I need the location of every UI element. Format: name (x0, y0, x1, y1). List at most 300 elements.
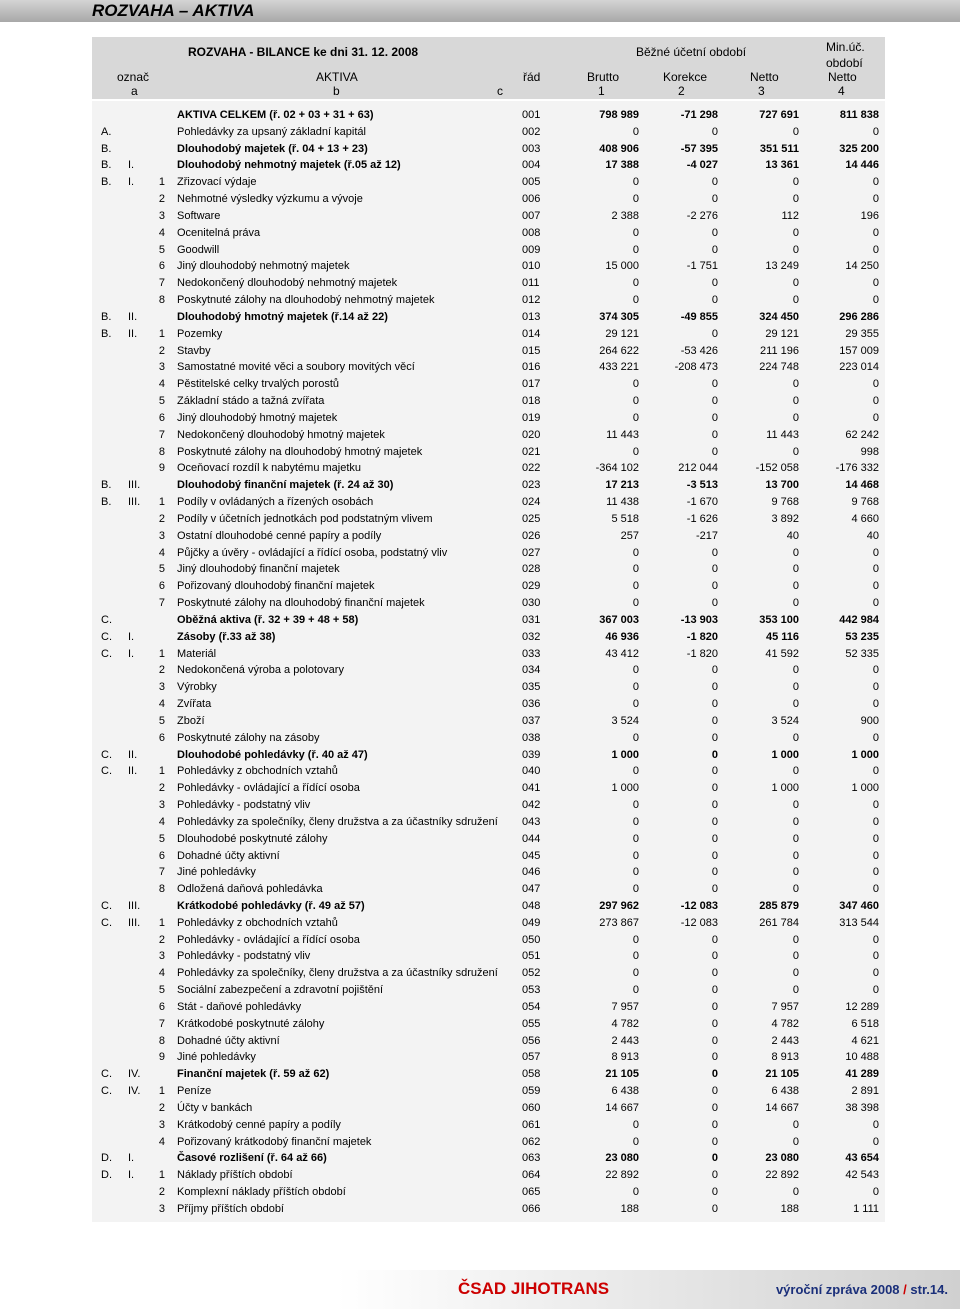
row-label: Software (177, 210, 221, 222)
row-label: Poskytnuté zálohy na zásoby (177, 732, 320, 744)
row-korekce: 0 (711, 850, 718, 862)
row-brutto: 5 518 (611, 513, 639, 525)
row-netto-prev: 0 (872, 984, 879, 996)
row-korekce: 0 (711, 227, 718, 239)
table-row (92, 225, 885, 242)
table-row (92, 747, 885, 764)
row-netto-prev: 14 446 (845, 159, 879, 171)
row-korekce: -1 626 (686, 513, 718, 525)
row-label: Jiný dlouhodobý finanční majetek (177, 563, 340, 575)
table-row (92, 107, 885, 124)
row-code: 019 (522, 412, 541, 424)
row-number: 8 (158, 446, 165, 458)
row-korekce: 0 (711, 833, 718, 845)
row-netto-prev: 9 768 (851, 496, 879, 508)
table-row (92, 1167, 885, 1184)
row-netto: 41 592 (765, 648, 799, 660)
row-brutto: 14 667 (605, 1102, 639, 1114)
table-row (92, 528, 885, 545)
row-label: Dlouhodobý finanční majetek (ř. 24 až 30) (177, 479, 394, 491)
row-netto-prev: 0 (872, 580, 879, 592)
row-group: I. (128, 176, 135, 188)
table-row (92, 713, 885, 730)
prev-period-label-2: období (826, 56, 863, 70)
row-number: 1 (158, 1169, 165, 1181)
row-number: 3 (158, 1119, 165, 1131)
table-row (92, 561, 885, 578)
row-korekce: -217 (695, 530, 718, 542)
row-mark: C. (101, 1085, 112, 1097)
row-korekce: -12 083 (680, 917, 718, 929)
table-row (92, 1201, 885, 1218)
row-brutto: 0 (632, 244, 639, 256)
table-row (92, 831, 885, 848)
row-number: 7 (158, 277, 165, 289)
row-mark: C. (101, 765, 112, 777)
row-number: 4 (158, 1136, 165, 1148)
row-korekce: 0 (711, 1203, 718, 1215)
row-number: 6 (158, 580, 165, 592)
row-mark: C. (101, 614, 112, 626)
row-netto: 0 (792, 193, 799, 205)
row-label: Zboží (177, 715, 205, 727)
table-row (92, 460, 885, 477)
row-netto-prev: 196 (860, 210, 879, 222)
row-number: 1 (158, 176, 165, 188)
row-code: 039 (522, 749, 541, 761)
row-netto-prev: 0 (872, 126, 879, 138)
row-korekce: 0 (711, 1102, 718, 1114)
table-row (92, 292, 885, 309)
row-code: 047 (522, 883, 541, 895)
row-netto: 1 000 (771, 749, 799, 761)
row-netto: 0 (792, 412, 799, 424)
row-netto-prev: 52 335 (845, 648, 879, 660)
row-netto-prev: 900 (860, 715, 879, 727)
row-code: 011 (522, 277, 540, 289)
table-row (92, 191, 885, 208)
row-korekce: 0 (711, 597, 718, 609)
col-header-aktiva: AKTIVA (316, 70, 358, 84)
row-netto-prev: 998 (860, 446, 879, 458)
row-code: 050 (522, 934, 541, 946)
row-netto: 6 438 (771, 1085, 799, 1097)
row-number: 2 (158, 782, 165, 794)
row-netto-prev: 0 (872, 1119, 879, 1131)
row-korekce: 0 (711, 395, 718, 407)
row-korekce: 0 (711, 1035, 718, 1047)
row-code: 055 (522, 1018, 541, 1030)
table-row (92, 444, 885, 461)
row-netto-prev: 0 (872, 176, 879, 188)
row-number: 1 (158, 1085, 165, 1097)
row-brutto: 0 (632, 934, 639, 946)
row-netto: 188 (780, 1203, 799, 1215)
row-korekce: -1 670 (686, 496, 718, 508)
row-brutto: 0 (632, 866, 639, 878)
table-row (92, 864, 885, 881)
row-label: Dlouhodobý nehmotný majetek (ř.05 až 12) (177, 159, 401, 171)
row-code: 029 (522, 580, 541, 592)
table-row (92, 1184, 885, 1201)
row-korekce: 0 (711, 934, 718, 946)
row-brutto: 4 782 (611, 1018, 639, 1030)
table-row (92, 124, 885, 141)
row-netto: 0 (792, 547, 799, 559)
col-index-4: 4 (838, 84, 845, 98)
row-netto: 0 (792, 883, 799, 895)
row-brutto: 1 000 (611, 749, 639, 761)
row-number: 2 (158, 193, 165, 205)
row-netto: 8 913 (771, 1051, 799, 1063)
row-code: 035 (522, 681, 541, 693)
row-brutto: 0 (632, 446, 639, 458)
row-mark: C. (101, 917, 112, 929)
row-label: Zřizovací výdaje (177, 176, 257, 188)
row-brutto: 0 (632, 294, 639, 306)
row-label: Základní stádo a tažná zvířata (177, 395, 325, 407)
table-row (92, 679, 885, 696)
row-netto-prev: 6 518 (851, 1018, 879, 1030)
row-korekce: 0 (711, 446, 718, 458)
row-netto-prev: 0 (872, 597, 879, 609)
row-korekce: -1 820 (686, 631, 718, 643)
row-code: 028 (522, 563, 541, 575)
row-code: 061 (522, 1119, 541, 1131)
table-row (92, 780, 885, 797)
row-label: Poskytnuté zálohy na dlouhodobý hmotný majetek (177, 446, 423, 458)
table-row (92, 494, 885, 511)
row-korekce: 0 (711, 681, 718, 693)
row-code: 010 (522, 260, 541, 272)
row-netto-prev: 0 (872, 412, 879, 424)
row-korekce: 0 (711, 1018, 718, 1030)
row-netto-prev: 0 (872, 681, 879, 693)
row-netto: 0 (792, 378, 799, 390)
row-label: Poskytnuté zálohy na dlouhodobý nehmotný majetek (177, 294, 435, 306)
row-code: 036 (522, 698, 541, 710)
row-netto-prev: 0 (872, 193, 879, 205)
row-netto: 0 (792, 446, 799, 458)
row-brutto: 264 622 (599, 345, 639, 357)
table-row (92, 646, 885, 663)
row-korekce: 0 (711, 664, 718, 676)
row-korekce: 0 (711, 244, 718, 256)
row-code: 002 (522, 126, 541, 138)
row-korekce: 0 (711, 1119, 718, 1131)
row-label: Podíly v účetních jednotkách pod podstatným vlivem (177, 513, 433, 525)
row-brutto: 7 957 (611, 1001, 639, 1013)
row-code: 021 (522, 446, 541, 458)
row-brutto: 0 (632, 967, 639, 979)
row-mark: D. (101, 1152, 112, 1164)
row-korekce: 0 (711, 1068, 718, 1080)
row-netto: 21 105 (765, 1068, 799, 1080)
row-korekce: 0 (711, 816, 718, 828)
row-number: 6 (158, 260, 165, 272)
row-brutto: 257 (620, 530, 639, 542)
row-label: Pohledávky - podstatný vliv (177, 950, 311, 962)
row-netto-prev: 53 235 (845, 631, 879, 643)
row-brutto: 8 913 (611, 1051, 639, 1063)
row-netto: 0 (792, 277, 799, 289)
col-header-rad: řád (523, 70, 541, 84)
row-netto: 0 (792, 698, 799, 710)
row-brutto: 43 412 (605, 648, 639, 660)
row-korekce: -2 276 (686, 210, 718, 222)
row-korekce: 212 044 (678, 462, 718, 474)
row-code: 059 (522, 1085, 541, 1097)
row-netto: 0 (792, 984, 799, 996)
row-number: 2 (158, 1186, 165, 1198)
row-brutto: 21 105 (605, 1068, 639, 1080)
row-netto-prev: 38 398 (845, 1102, 879, 1114)
table-row (92, 595, 885, 612)
row-brutto: 1 000 (611, 782, 639, 794)
row-code: 040 (522, 765, 541, 777)
row-label: Dohadné účty aktivní (177, 1035, 280, 1047)
row-brutto: 6 438 (611, 1085, 639, 1097)
table-row (92, 174, 885, 191)
row-label: Náklady příštích období (177, 1169, 293, 1181)
row-netto-prev: 0 (872, 833, 879, 845)
row-netto: 45 116 (765, 631, 799, 643)
row-number: 3 (158, 530, 165, 542)
row-number: 2 (158, 664, 165, 676)
row-number: 7 (158, 866, 165, 878)
row-korekce: 0 (711, 749, 718, 761)
row-label: Pohledávky - podstatný vliv (177, 799, 311, 811)
col-header-oznac: označ (117, 70, 150, 84)
row-group: III. (128, 496, 141, 508)
col-header-netto-prev: Netto (828, 70, 857, 84)
row-netto-prev: 0 (872, 883, 879, 895)
row-brutto: 0 (632, 883, 639, 895)
row-korekce: 0 (711, 698, 718, 710)
row-korekce: -208 473 (674, 361, 718, 373)
row-number: 5 (158, 984, 165, 996)
row-number: 4 (158, 698, 165, 710)
footer-report-info (776, 1282, 948, 1297)
row-group: I. (128, 631, 135, 643)
row-brutto: 22 892 (605, 1169, 639, 1181)
row-brutto: 2 388 (611, 210, 639, 222)
row-number: 8 (158, 1035, 165, 1047)
row-netto-prev: 29 355 (845, 328, 879, 340)
row-netto-prev: 4 660 (851, 513, 879, 525)
table-row (92, 376, 885, 393)
row-label: Peníze (177, 1085, 212, 1097)
row-code: 032 (522, 631, 541, 643)
row-code: 033 (522, 648, 541, 660)
row-group: IV. (128, 1085, 141, 1097)
table-row (92, 1150, 885, 1167)
row-label: Stavby (177, 345, 211, 357)
row-label: Krátkodobé pohledávky (ř. 49 až 57) (177, 900, 365, 912)
row-korekce: 0 (711, 193, 718, 205)
table-row (92, 1100, 885, 1117)
row-mark: C. (101, 648, 112, 660)
row-code: 022 (522, 462, 541, 474)
row-brutto: 273 867 (599, 917, 639, 929)
row-korekce: 0 (711, 1085, 718, 1097)
row-label: Pohledávky za upsaný základní kapitál (177, 126, 366, 138)
row-label: Poskytnuté zálohy na dlouhodobý finanční majetek (177, 597, 425, 609)
row-netto: 0 (792, 1119, 799, 1131)
row-brutto: 17 213 (605, 479, 639, 491)
row-brutto: 0 (632, 833, 639, 845)
row-korekce: -57 395 (680, 143, 718, 155)
table-row (92, 999, 885, 1016)
row-code: 012 (522, 294, 541, 306)
row-number: 7 (158, 597, 165, 609)
row-netto: 0 (792, 765, 799, 777)
row-code: 062 (522, 1136, 541, 1148)
table-row (92, 1016, 885, 1033)
row-label: Dlouhodobý majetek (ř. 04 + 13 + 23) (177, 143, 368, 155)
row-netto: 0 (792, 681, 799, 693)
row-brutto: 0 (632, 1186, 639, 1198)
footer-report: výroční zpráva 2008 (775, 1282, 900, 1297)
row-brutto: 2 443 (611, 1035, 639, 1047)
row-label: Pohledávky z obchodních vztahů (177, 917, 338, 929)
row-label: Dlouhodobé pohledávky (ř. 40 až 47) (177, 749, 368, 761)
row-code: 066 (522, 1203, 541, 1215)
row-label: Finanční majetek (ř. 59 až 62) (177, 1068, 330, 1080)
row-korekce: 0 (711, 563, 718, 575)
col-header-netto: Netto (750, 70, 779, 84)
row-number: 1 (158, 496, 165, 508)
row-netto-prev: 347 460 (839, 900, 879, 912)
table-row (92, 242, 885, 259)
row-code: 013 (522, 311, 541, 323)
row-netto: 11 443 (766, 429, 799, 441)
row-label: Stát - daňové pohledávky (177, 1001, 302, 1013)
row-number: 5 (158, 244, 165, 256)
table-row (92, 797, 885, 814)
row-label: Jiné pohledávky (177, 866, 256, 878)
row-label: Jiný dlouhodobý nehmotný majetek (177, 260, 350, 272)
row-brutto: 0 (632, 984, 639, 996)
table-row (92, 1066, 885, 1083)
table-row (92, 1117, 885, 1134)
row-korekce: 0 (711, 1186, 718, 1198)
row-label: Materiál (177, 648, 217, 660)
row-mark: A. (101, 126, 112, 138)
row-label: Krátkodobý cenné papíry a podíly (177, 1119, 341, 1131)
row-netto-prev: 296 286 (839, 311, 879, 323)
row-code: 053 (522, 984, 541, 996)
row-number: 8 (158, 883, 165, 895)
row-netto: 285 879 (759, 900, 799, 912)
row-code: 060 (522, 1102, 541, 1114)
row-brutto: 297 962 (599, 900, 639, 912)
table-row (92, 763, 885, 780)
row-code: 005 (522, 176, 541, 188)
row-netto: 0 (792, 395, 799, 407)
row-group: IV. (128, 1068, 141, 1080)
footer-separator: / (903, 1282, 907, 1297)
table-row (92, 948, 885, 965)
row-brutto: 15 000 (605, 260, 639, 272)
row-label: Pěstitelské celky trvalých porostů (177, 378, 340, 390)
row-number: 5 (158, 563, 165, 575)
row-label: Nehmotné výsledky výzkumu a vývoje (177, 193, 363, 205)
row-brutto: 0 (632, 732, 639, 744)
row-korekce: 0 (711, 294, 718, 306)
row-label: Oběžná aktiva (ř. 32 + 39 + 48 + 58) (177, 614, 359, 626)
row-number: 5 (158, 715, 165, 727)
row-brutto: 0 (632, 850, 639, 862)
row-group: II. (128, 328, 138, 340)
row-label: Zásoby (ř.33 až 38) (177, 631, 276, 643)
table-row (92, 511, 885, 528)
row-netto-prev: 0 (872, 967, 879, 979)
row-brutto: 0 (632, 664, 639, 676)
table-title: ROZVAHA - BILANCE ke dni 31. 12. 2008 (188, 45, 419, 59)
row-brutto: 0 (632, 698, 639, 710)
row-brutto: 798 989 (599, 109, 639, 121)
row-code: 038 (522, 732, 541, 744)
row-number: 4 (158, 378, 165, 390)
row-netto-prev: 1 000 (851, 749, 879, 761)
row-label: Příjmy příštích období (177, 1203, 284, 1215)
table-row (92, 915, 885, 932)
row-number: 1 (158, 917, 165, 929)
row-label: Nedokončený dlouhodobý nehmotný majetek (177, 277, 398, 289)
row-korekce: -1 820 (686, 648, 718, 660)
row-netto-prev: 0 (872, 395, 879, 407)
table-row (92, 629, 885, 646)
row-netto: 3 892 (771, 513, 799, 525)
row-number: 7 (158, 429, 165, 441)
table-row (92, 410, 885, 427)
page-title: ROZVAHA – AKTIVA (92, 1, 255, 20)
row-netto-prev: 12 289 (845, 1001, 879, 1013)
row-number: 2 (158, 345, 165, 357)
row-group: III. (128, 900, 141, 912)
row-korekce: -12 083 (680, 900, 718, 912)
row-label: Sociální zabezpečení a zdravotní pojištění (177, 984, 384, 996)
row-korekce: 0 (711, 799, 718, 811)
row-label: Pořizovaný krátkodobý finanční majetek (177, 1136, 372, 1148)
row-netto-prev: 325 200 (839, 143, 879, 155)
row-code: 051 (522, 950, 541, 962)
row-netto: 4 782 (771, 1018, 799, 1030)
row-number: 8 (158, 294, 165, 306)
table-row (92, 393, 885, 410)
col-index-a: a (131, 84, 138, 98)
row-korekce: 0 (711, 328, 718, 340)
table-row (92, 309, 885, 326)
row-netto: 7 957 (771, 1001, 799, 1013)
row-netto: 22 892 (765, 1169, 799, 1181)
row-netto: 0 (792, 967, 799, 979)
row-number: 6 (158, 1001, 165, 1013)
row-label: Pohledávky za společníky, členy družstva a za účastníky sdružení (177, 967, 498, 979)
row-korekce: 0 (711, 950, 718, 962)
row-brutto: 433 221 (599, 361, 639, 373)
row-code: 065 (522, 1186, 541, 1198)
row-code: 007 (522, 210, 541, 222)
row-mark: B. (101, 328, 112, 340)
row-netto: 211 196 (760, 345, 799, 357)
row-number: 3 (158, 950, 165, 962)
table-row (92, 814, 885, 831)
row-netto-prev: 0 (872, 950, 879, 962)
row-netto-prev: 0 (872, 1186, 879, 1198)
table-row (92, 258, 885, 275)
